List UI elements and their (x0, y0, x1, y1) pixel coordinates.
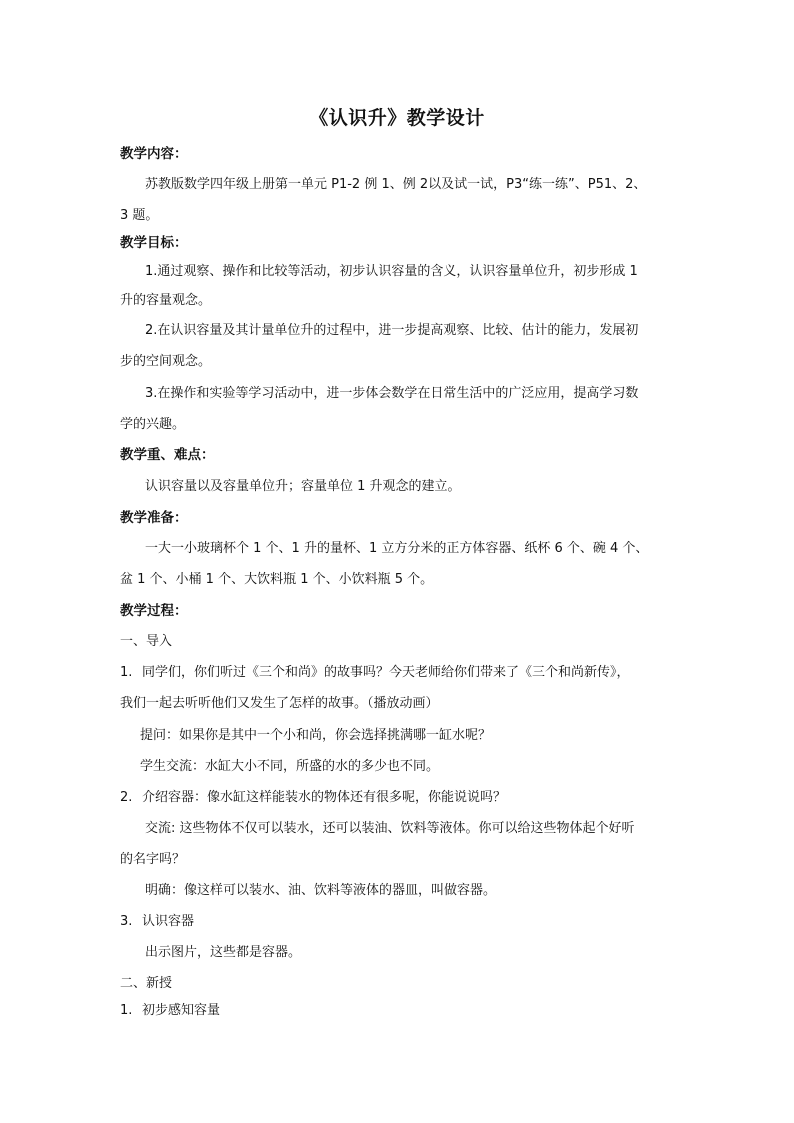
paragraph-line: 学生交流：水缸大小不同，所盛的水的多少也不同。 (140, 759, 440, 774)
paragraph-line: 提问：如果你是其中一个小和尚，你会选择挑满哪一缸水呢？ (140, 728, 492, 743)
paragraph-line: 明确：像这样可以装水、油、饮料等液体的器皿，叫做容器。 (145, 883, 497, 898)
heading-key-points: 教学重、难点： (120, 447, 215, 463)
heading-preparation: 教学准备： (120, 510, 188, 526)
list-number: 3. (120, 914, 133, 929)
paragraph-line: 我们一起去听听他们又发生了怎样的故事。（播放动画） (120, 696, 439, 711)
section-heading: 一、导入 (120, 634, 173, 649)
paragraph-line: 升的容量观念。 (120, 293, 212, 308)
list-text: 认识容器 (142, 914, 195, 929)
list-number: 1. (120, 665, 133, 680)
paragraph-line: 盆 1 个、小桶 1 个、大饮料瓶 1 个、小饮料瓶 5 个。 (120, 572, 434, 587)
paragraph-line: 交流: 这些物体不仅可以装水，还可以装油、饮料等液体。你可以给这些物体起个好听 (145, 821, 635, 836)
paragraph-line: 学的兴趣。 (120, 417, 186, 432)
list-text: 初步感知容量 (142, 1003, 221, 1018)
paragraph-line: 3.在操作和实验等学习活动中，进一步体会数学在日常生活中的广泛应用，提高学习数 (145, 386, 639, 401)
numbered-line (120, 788, 506, 808)
document-title: 《认识升》教学设计 (309, 107, 485, 129)
numbered-line (120, 663, 630, 683)
heading-process: 教学过程： (120, 603, 188, 619)
paragraph-line: 出示图片，这些都是容器。 (145, 945, 302, 960)
paragraph-line: 苏教版数学四年级上册第一单元 P1-2 例 1、例 2以及试一试，P3“练一练”、P51、2、 (145, 177, 647, 192)
list-text: 介绍容器：像水缸这样能装水的物体还有很多呢，你能说说吗？ (142, 790, 507, 805)
list-text: 同学们，你们听过《三个和尚》的故事吗？今天老师给你们带来了《三个和尚新传》， (142, 665, 630, 680)
heading-objectives: 教学目标： (120, 235, 188, 251)
paragraph-line: 步的空间观念。 (120, 354, 212, 369)
section-heading: 二、新授 (120, 976, 173, 991)
paragraph-line: 3 题。 (120, 208, 159, 223)
heading-content: 教学内容： (120, 146, 188, 162)
paragraph-line: 认识容量以及容量单位升；容量单位 1 升观念的建立。 (145, 479, 461, 494)
numbered-line (120, 1001, 220, 1021)
paragraph-line: 1.通过观察、操作和比较等活动，初步认识容量的含义，认识容量单位升，初步形成 1 (145, 264, 638, 279)
list-number: 2. (120, 790, 133, 805)
paragraph-line: 的名字吗？ (120, 852, 186, 867)
list-number: 1. (120, 1003, 133, 1018)
paragraph-line: 2.在认识容量及其计量单位升的过程中，进一步提高观察、比较、估计的能力，发展初 (145, 323, 639, 338)
numbered-line (120, 912, 194, 932)
paragraph-line: 一大一小玻璃杯个 1 个、1 升的量杯、1 立方分米的正方体容器、纸杯 6 个、碗 4 个、 (145, 541, 649, 556)
